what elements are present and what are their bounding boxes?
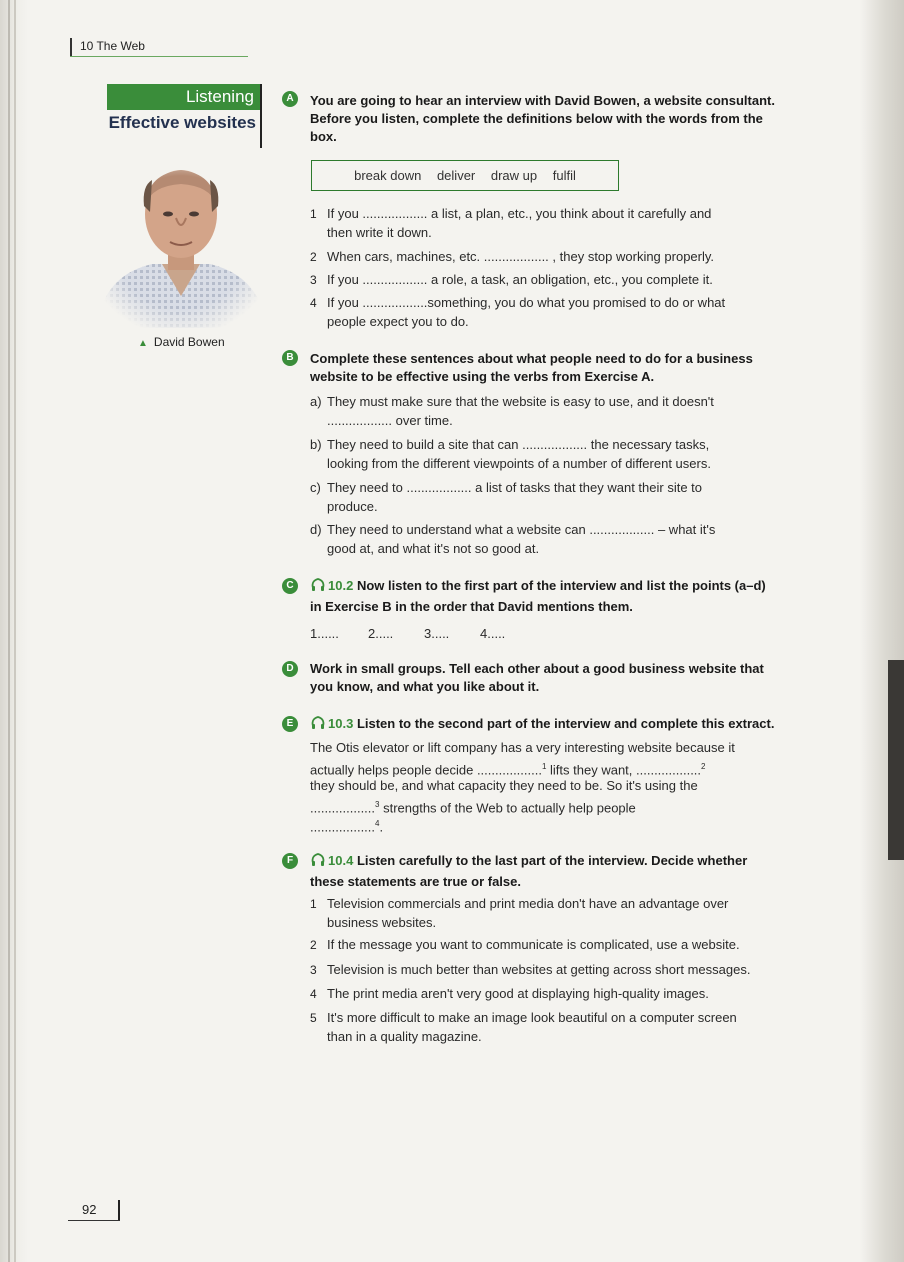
sentence-line: good at, and what it's not so good at. — [327, 541, 540, 556]
exercise-f-instruction: 10.4 Listen carefully to the last part of the interview. Decide whether these statements are true or false. — [310, 853, 748, 889]
item-label: a) — [310, 394, 322, 409]
item-label: b) — [310, 437, 322, 452]
word-box — [311, 160, 619, 191]
item-number: 4 — [310, 987, 317, 1001]
headphones-icon[interactable] — [310, 577, 326, 598]
sentence-line: looking from the different viewpoints of a number of different users. — [327, 456, 711, 471]
section-rule — [260, 84, 262, 148]
headphones-icon[interactable] — [310, 715, 326, 736]
exercise-f-badge: F — [282, 853, 298, 869]
item-number: 4 — [310, 296, 317, 310]
item-label: d) — [310, 522, 322, 537]
statement-line: If the message you want to communicate is complicated, use a website. — [327, 937, 740, 952]
word-item: draw up — [490, 168, 538, 183]
statement-line: The print media aren't very good at displaying high-quality images. — [327, 986, 709, 1001]
page-edge — [860, 0, 904, 1262]
exercise-e-instruction: 10.3 Listen to the second part of the interview and complete this extract. — [310, 715, 820, 736]
item-number: 2 — [310, 938, 317, 952]
sentence-line: They need to .................. a list of tasks that they want their site to — [327, 480, 703, 495]
track-number: 10.3 — [328, 716, 354, 731]
item-label: c) — [310, 480, 321, 495]
item-number: 1 — [310, 897, 317, 911]
statement-line: Television commercials and print media don't have an advantage over — [327, 896, 729, 911]
item-number: 5 — [310, 1011, 317, 1025]
definition-line: If you .................. a list, a plan, etc., you think about it carefully and — [327, 206, 712, 221]
sentence-line: They need to understand what a website can .................. – what it's — [327, 522, 716, 537]
definition-line: then write it down. — [327, 225, 432, 240]
section-title: Effective websites — [108, 113, 256, 132]
definition-line: people expect you to do. — [327, 314, 469, 329]
page-gutter — [0, 0, 28, 1262]
statement-line: business websites. — [327, 915, 437, 930]
unit-header — [70, 36, 248, 57]
statement-line: It's more difficult to make an image look beautiful on a computer screen — [327, 1010, 737, 1025]
word-item: fulfil — [552, 168, 576, 183]
headphones-icon[interactable] — [310, 852, 326, 873]
gutter-line — [14, 0, 16, 1262]
definition-line: When cars, machines, etc. .................. , they stop working properly. — [327, 249, 715, 264]
page-edge-strip — [888, 660, 904, 860]
item-number: 3 — [310, 273, 317, 287]
item-number: 2 — [310, 250, 317, 264]
exercise-a-badge: A — [282, 91, 298, 107]
sentence-line: produce. — [327, 499, 378, 514]
exercise-d-instruction: Work in small groups. Tell each other about a good business website that you know, and what you like about it. — [310, 661, 764, 694]
answer-blank: 3..... — [424, 626, 450, 641]
item-number: 1 — [310, 207, 317, 221]
extract-line: ..................$^4$. — [310, 819, 384, 835]
track-number: 10.4 — [328, 853, 354, 868]
extract-line: they should be, and what capacity they need to be. So it's using the — [310, 778, 698, 793]
sentence-line: They must make sure that the website is easy to use, and it doesn't — [327, 394, 714, 409]
exercise-a-instruction: You are going to hear an interview with David Bowen, a website consultant. Before you listen, complete the definitions below with the words from the box. — [310, 93, 775, 144]
gutter-line — [8, 0, 10, 1262]
definition-line: If you .................. a role, a task, an obligation, etc., you complete it. — [327, 272, 713, 287]
definition-line: If you ..................something, you do what you promised to do or what — [327, 295, 726, 310]
answer-blank: 1...... — [310, 626, 339, 641]
triangle-icon: ▲ — [138, 338, 148, 349]
sentence-line: .................. over time. — [327, 413, 453, 428]
extract-line: The Otis elevator or lift company has a very interesting website because it — [310, 740, 735, 755]
answer-blank: 2..... — [368, 626, 394, 641]
exercise-b-badge: B — [282, 350, 298, 366]
item-number: 3 — [310, 963, 317, 977]
portrait-photo — [92, 156, 270, 328]
section-label — [107, 84, 262, 148]
exercise-d-badge: D — [282, 661, 298, 677]
sentence-line: They need to build a site that can .................. the necessary tasks, — [327, 437, 710, 452]
statement-line: than in a quality magazine. — [327, 1029, 482, 1044]
track-number: 10.2 — [328, 578, 354, 593]
statement-line: Television is much better than websites at getting across short messages. — [327, 962, 751, 977]
unit-title: 10 The Web — [80, 39, 145, 53]
exercise-b-instruction: Complete these sentences about what people need to do for a business website to be effective using the verbs from Exercise A. — [310, 351, 753, 384]
extract-line: ..................$^3$ strengths of the Web to actually help people — [310, 800, 636, 816]
section-tag: Listening — [107, 84, 262, 110]
header-bar — [70, 38, 72, 56]
exercise-c-badge: C — [282, 578, 298, 594]
page-number: 92 — [68, 1198, 120, 1221]
word-item: break down — [354, 168, 422, 183]
photo-caption: ▲ David Bowen — [138, 335, 225, 349]
exercise-c-instruction: 10.2 Now listen to the first part of the interview and list the points (a–d) in Exercise B in the order that David mentions them. — [310, 578, 766, 614]
answer-blank: 4..... — [480, 626, 506, 641]
extract-line: actually helps people decide ..................$^1$ lifts they want, ..................$^2$ — [310, 762, 706, 778]
page-number-bar — [118, 1200, 120, 1220]
exercise-e-badge: E — [282, 716, 298, 732]
word-item: deliver — [436, 168, 476, 183]
